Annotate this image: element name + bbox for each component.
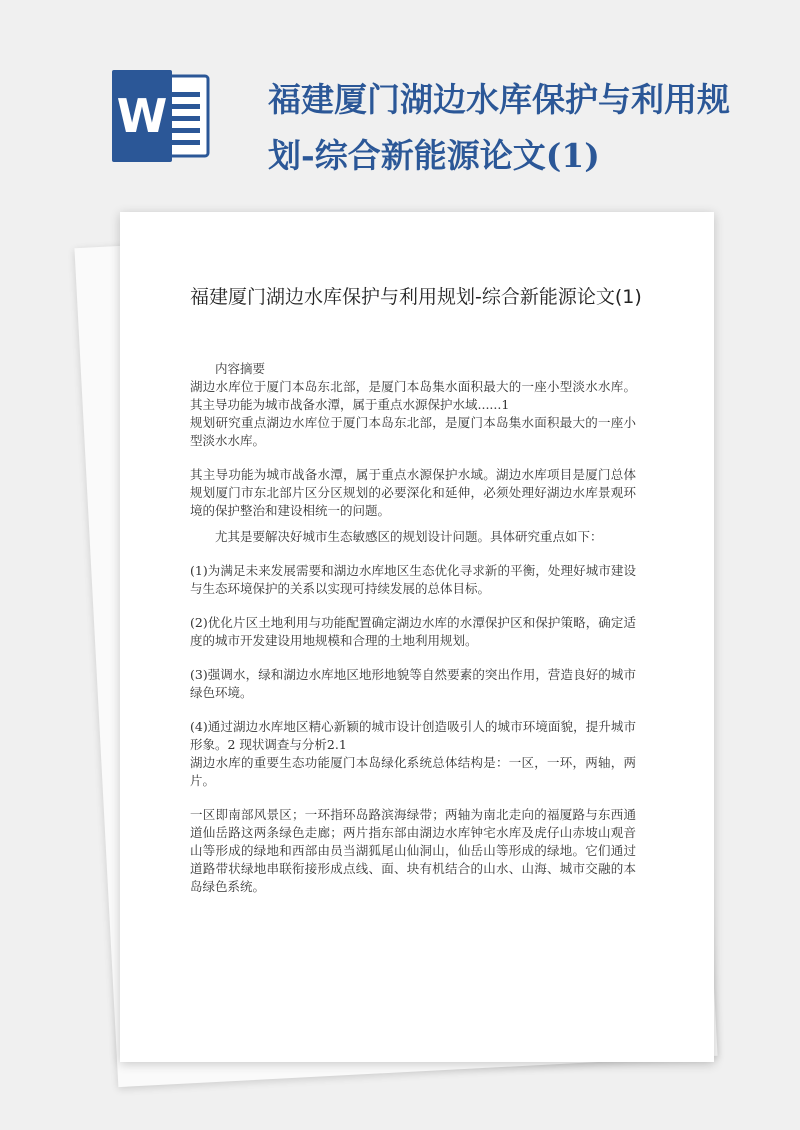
paragraph-abstract-heading: 内容摘要	[215, 361, 266, 376]
paragraph: (3)强调水，绿和湖边水库地区地形地貌等自然要素的突出作用，营造良好的城市绿色环境。	[190, 667, 636, 700]
document-body	[190, 360, 636, 896]
paragraph: (4)通过湖边水库地区精心新颖的城市设计创造吸引人的城市环境面貌，提升城市形象。2 现状调查与分析2.1	[190, 719, 636, 752]
paragraph: 湖边水库位于厦门本岛东北部，是厦门本岛集水面积最大的一座小型淡水水库。其主导功能为城市战备水潭，属于重点水源保护水域......1	[190, 379, 636, 412]
paragraph: 规划研究重点湖边水库位于厦门本岛东北部，是厦门本岛集水面积最大的一座小型淡水水库。	[190, 415, 636, 448]
paragraph: 一区即南部风景区；一环指环岛路滨海绿带；两轴为南北走向的福厦路与东西通道仙岳路这两条绿色走廊；两片指东部由湖边水库钟宅水库及虎仔山赤坡山观音山等形成的绿地和西部由员当湖狐尾山仙洞山，仙岳山等形成的绿地。它们通过道路带状绿地串联衔接形成点线、面、块有机结合的山水、山海、城市交融的本岛绿色系统。	[190, 807, 636, 894]
word-document-icon	[110, 70, 210, 162]
paragraph: (2)优化片区土地利用与功能配置确定湖边水库的水潭保护区和保护策略，确定适度的城市开发建设用地规模和合理的土地利用规划。	[190, 615, 636, 648]
paragraph: 其主导功能为城市战备水潭，属于重点水源保护水域。湖边水库项目是厦门总体规划厦门市东北部片区分区规划的必要深化和延伸，必须处理好湖边水库景观环境的保护整治和建设相统一的问题。	[190, 467, 636, 518]
paragraph: 湖边水库的重要生态功能厦门本岛绿化系统总体结构是：一区，一环，两轴，两片。	[190, 755, 636, 788]
document-page	[120, 212, 714, 1062]
word-icon-letter: W	[116, 89, 168, 143]
header	[0, 0, 800, 200]
document-title: 福建厦门湖边水库保护与利用规划-综合新能源论文(1)	[190, 286, 642, 308]
page-title: 福建厦门湖边水库保护与利用规划-综合新能源论文(1)	[268, 80, 730, 175]
paragraph: 尤其是要解决好城市生态敏感区的规划设计问题。具体研究重点如下：	[215, 529, 603, 544]
paragraph: (1)为满足未来发展需要和湖边水库地区生态优化寻求新的平衡，处理好城市建设与生态环境保护的关系以实现可持续发展的总体目标。	[190, 563, 636, 596]
